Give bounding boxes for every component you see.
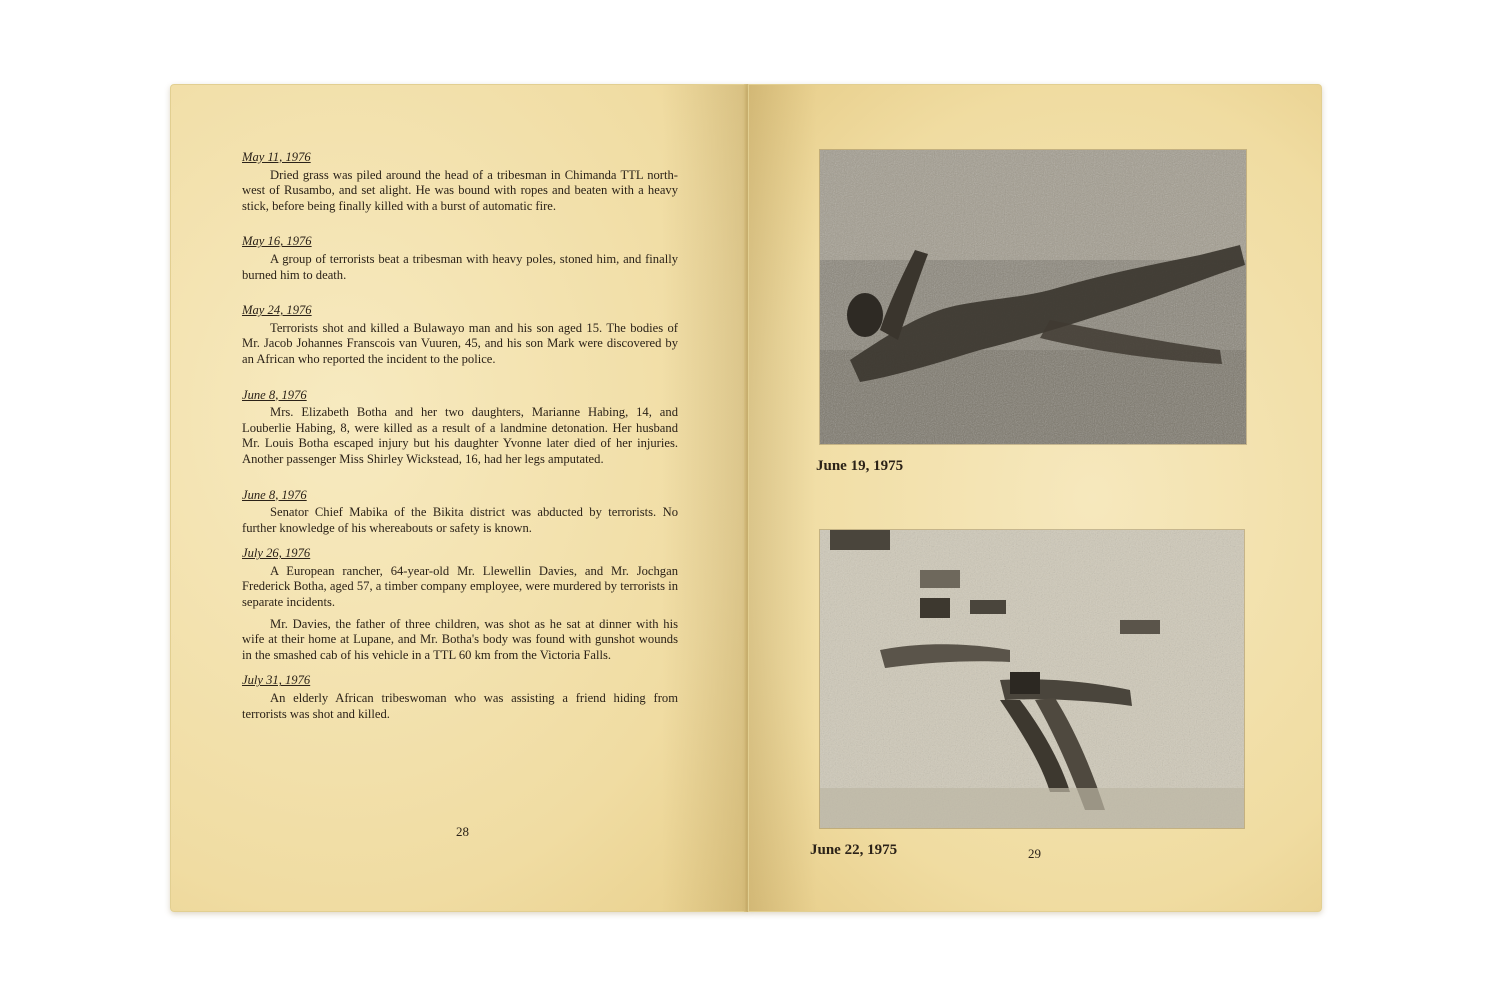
entry-text: Dried grass was piled around the head of a tribesman in Chimanda TTL north-west of Rusambo, and set alight. He was bound with ropes and beaten with a heavy stick, before being finally killed with a burst of automatic fire. — [242, 167, 678, 213]
photo-debris-figure — [820, 530, 1244, 828]
entry — [242, 150, 678, 214]
entry-text: Senator Chief Mabika of the Bikita district was abducted by terrorists. No further knowledge of his whereabouts or safety is known. — [242, 505, 678, 535]
photo-grass-image — [820, 150, 1246, 444]
entry-text: A European rancher, 64-year-old Mr. Llewellin Davies, and Mr. Jochgan Frederick Botha, aged 57, a timber company employee, were murdered by terrorists in separate incidents. — [242, 563, 678, 610]
entry-text: A group of terrorists beat a tribesman with heavy poles, stoned him, and finally burned him to death. — [242, 251, 678, 282]
entry-date: May 24, 1976 — [242, 303, 312, 318]
entry — [242, 388, 678, 468]
entry-text: Mrs. Elizabeth Botha and her two daughters, Marianne Habing, 14, and Louberlie Habing, 8, were killed as a result of a landmine detonation. Her husband Mr. Louis Botha escaped injury but his daughter Yvonne later died of her injuries. Another passenger Miss Shirley Wickstead, 16, had her legs amputated. — [242, 405, 678, 466]
entry — [242, 303, 678, 367]
entry-date: July 31, 1976 — [242, 673, 311, 688]
entry-date: July 26, 1976 — [242, 546, 311, 561]
entry — [242, 673, 678, 722]
entry-text: Mr. Davies, the father of three children, was shot as he sat at dinner with his wife at their home at Lupane, and Mr. Botha's body was found with gunshot wounds in the smashed cab of his vehicle in a TTL 60 km from the Victoria Falls. — [242, 616, 678, 662]
page-number: 28 — [456, 824, 469, 839]
photo-debris-image — [820, 530, 1244, 828]
left-page — [170, 84, 748, 912]
entry-text: Terrorists shot and killed a Bulawayo man and his son aged 15. The bodies of Mr. Jacob Johannes Franscois van Vuuren, 45, and his son Mark were discovered by an African who reported the incident to the police. — [242, 320, 678, 366]
entry-date: June 8, 1976 — [242, 487, 307, 502]
photo-grass-figure — [820, 150, 1246, 444]
entry-date: June 8, 1976 — [242, 387, 307, 402]
photo-caption: June 22, 1975 — [810, 842, 898, 858]
entry-date: May 16, 1976 — [242, 234, 312, 249]
page-number: 29 — [1028, 846, 1041, 861]
right-page — [748, 84, 1322, 912]
entry — [242, 546, 678, 663]
booklet-spread — [170, 84, 1322, 914]
entry — [242, 234, 678, 283]
photo-caption: June 19, 1975 — [816, 458, 904, 474]
entries-list — [242, 150, 678, 742]
entry-text: An elderly African tribeswoman who was assisting a friend hiding from terrorists was shot and killed. — [242, 691, 678, 721]
entry — [242, 488, 678, 537]
entry-date: May 11, 1976 — [242, 150, 311, 164]
